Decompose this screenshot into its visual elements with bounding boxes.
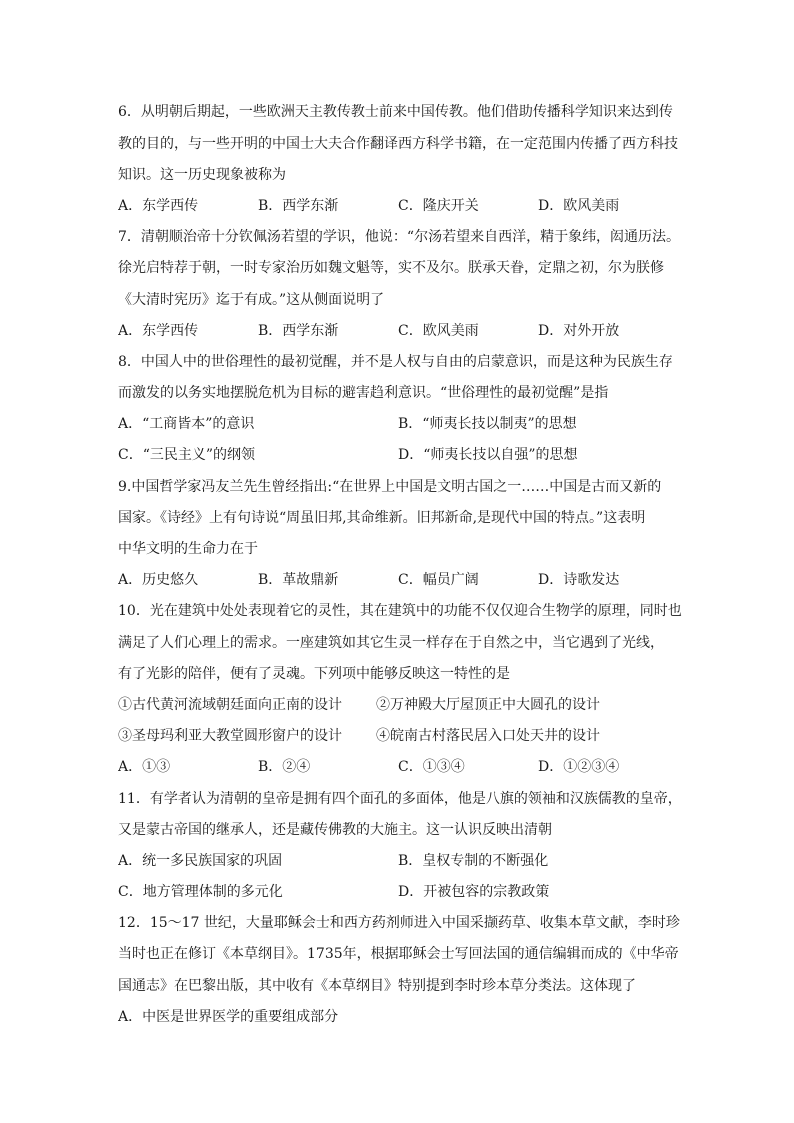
statement-3: ③圣母玛利亚大教堂圆形窗户的设计 xyxy=(118,728,342,745)
question-stem-line: 有了光影的陪伴，便有了灵魂。下列项中能够反映这一特性的是 xyxy=(118,665,510,682)
question-6 xyxy=(118,97,728,222)
option-b: B．②④ xyxy=(258,759,311,776)
option-c: C．①③④ xyxy=(398,759,465,776)
question-stem-line: 徐光启特荐于朝，一时专家治历如魏文魁等，实不及尔。朕承天眷，定鼎之初，尔为朕修 xyxy=(118,260,664,277)
question-9 xyxy=(118,472,728,597)
question-8 xyxy=(118,347,728,472)
question-stem-line: 国通志》在巴黎出版，其中收有《本草纲目》特别提到李时珍本草分类法。这体现了 xyxy=(118,977,636,994)
options-row xyxy=(118,191,728,222)
question-list xyxy=(118,97,728,1033)
option-d: D．“师夷长技以自强”的思想 xyxy=(398,447,578,464)
question-stem-line: 知识。这一历史现象被称为 xyxy=(118,166,286,183)
option-d: D．诗歌发达 xyxy=(538,572,620,589)
option-a: A．统一多民族国家的巩固 xyxy=(118,852,283,869)
question-10 xyxy=(118,596,728,783)
options-row xyxy=(118,752,728,783)
option-d: D．开被包容的宗教政策 xyxy=(398,884,550,901)
question-stem-line: 8．中国人中的世俗理性的最初觉醒，并不是人权与自由的启蒙意识，而是这种为民族生存 xyxy=(118,353,673,370)
question-12 xyxy=(118,908,728,1033)
statement-2: ②万神殿大厅屋顶正中大圆孔的设计 xyxy=(376,696,600,713)
option-b: B．“师夷长技以制夷”的思想 xyxy=(398,416,577,433)
question-stem-line: 满足了人们心理上的需求。一座建筑如其它生灵一样存在于自然之中，当它遇到了光线， xyxy=(118,634,664,651)
question-stem-line: 国家。《诗经》上有句诗说“周虽旧邦,其命维新。旧邦新命,是现代中国的特点。”这表明 xyxy=(118,509,646,526)
option-a: A．东学西传 xyxy=(118,197,199,214)
option-d: D．欧风美雨 xyxy=(538,197,620,214)
question-stem-line: 7．清朝顺治帝十分钦佩汤若望的学识，他说：“尔汤若望来自西洋，精于象纬，闳通历法。 xyxy=(118,229,681,246)
option-d: D．①②③④ xyxy=(538,759,620,776)
option-c: C．地方管理体制的多元化 xyxy=(118,884,283,901)
option-c: C．欧风美雨 xyxy=(398,322,479,339)
option-c: C．“三民主义”的纲领 xyxy=(118,447,256,464)
options-row xyxy=(118,440,728,471)
option-a: A．历史悠久 xyxy=(118,572,199,589)
question-stem-line: 12．15～17 世纪，大量耶稣会士和西方药剂师进入中国采撷药草、收集本草文献，李时珍 xyxy=(118,915,680,932)
option-b: B．皇权专制的不断强化 xyxy=(398,852,549,869)
options-row xyxy=(118,846,728,877)
options-row xyxy=(118,877,728,908)
options-row xyxy=(118,1002,728,1033)
question-stem-line: 又是蒙古帝国的继承人，还是藏传佛教的大施主。这一认识反映出清朝 xyxy=(118,821,552,838)
option-a: A．中医是世界医学的重要组成部分 xyxy=(118,1008,339,1025)
question-stem-line: 9.中国哲学家冯友兰先生曾经指出:“在世界上中国是文明古国之一……中国是古而又新的 xyxy=(118,478,662,495)
question-stem-line: 当时也正在修订《本草纲目》。1735年，根据耶稣会士写回法国的通信编辑而成的《中华帝 xyxy=(118,946,679,963)
option-b: B．西学东渐 xyxy=(258,197,339,214)
option-d: D．对外开放 xyxy=(538,322,620,339)
question-stem-line: 《大清时宪历》迄于有成。”这从侧面说明了 xyxy=(118,291,385,308)
options-row xyxy=(118,316,728,347)
question-stem-line: 而激发的以务实地摆脱危机为目标的避害趋利意识。“世俗理性的最初觉醒”是指 xyxy=(118,385,609,402)
option-c: C．幅员广阔 xyxy=(398,572,479,589)
option-b: B．革故鼎新 xyxy=(258,572,339,589)
options-row xyxy=(118,565,728,596)
option-c: C．隆庆开关 xyxy=(398,197,479,214)
option-a: A．①③ xyxy=(118,759,171,776)
option-a: A．东学西传 xyxy=(118,322,199,339)
question-stem-line: 11．有学者认为清朝的皇帝是拥有四个面孔的多面体，他是八旗的领袖和汉族儒教的皇帝， xyxy=(118,790,682,807)
option-a: A．“工商皆本”的意识 xyxy=(118,416,255,433)
statement-1: ①古代黄河流域朝廷面向正南的设计 xyxy=(118,696,342,713)
question-11 xyxy=(118,784,728,909)
options-row xyxy=(118,409,728,440)
question-stem-line: 中华文明的生命力在于 xyxy=(118,541,258,558)
question-stem-line: 教的目的，与一些开明的中国士大夫合作翻译西方科学书籍，在一定范围内传播了西方科技 xyxy=(118,135,678,152)
question-stem-line: 6．从明朝后期起，一些欧洲天主教传教士前来中国传教。他们借助传播科学知识来达到传 xyxy=(118,104,673,121)
question-stem-line: 10．光在建筑中处处表现着它的灵性，其在建筑中的功能不仅仅迎合生物学的原理，同时也 xyxy=(118,603,682,620)
question-7 xyxy=(118,222,728,347)
statement-4: ④皖南古村落民居入口处天井的设计 xyxy=(376,728,600,745)
statements-row xyxy=(118,690,728,721)
statements-row xyxy=(118,721,728,752)
option-b: B．西学东渐 xyxy=(258,322,339,339)
